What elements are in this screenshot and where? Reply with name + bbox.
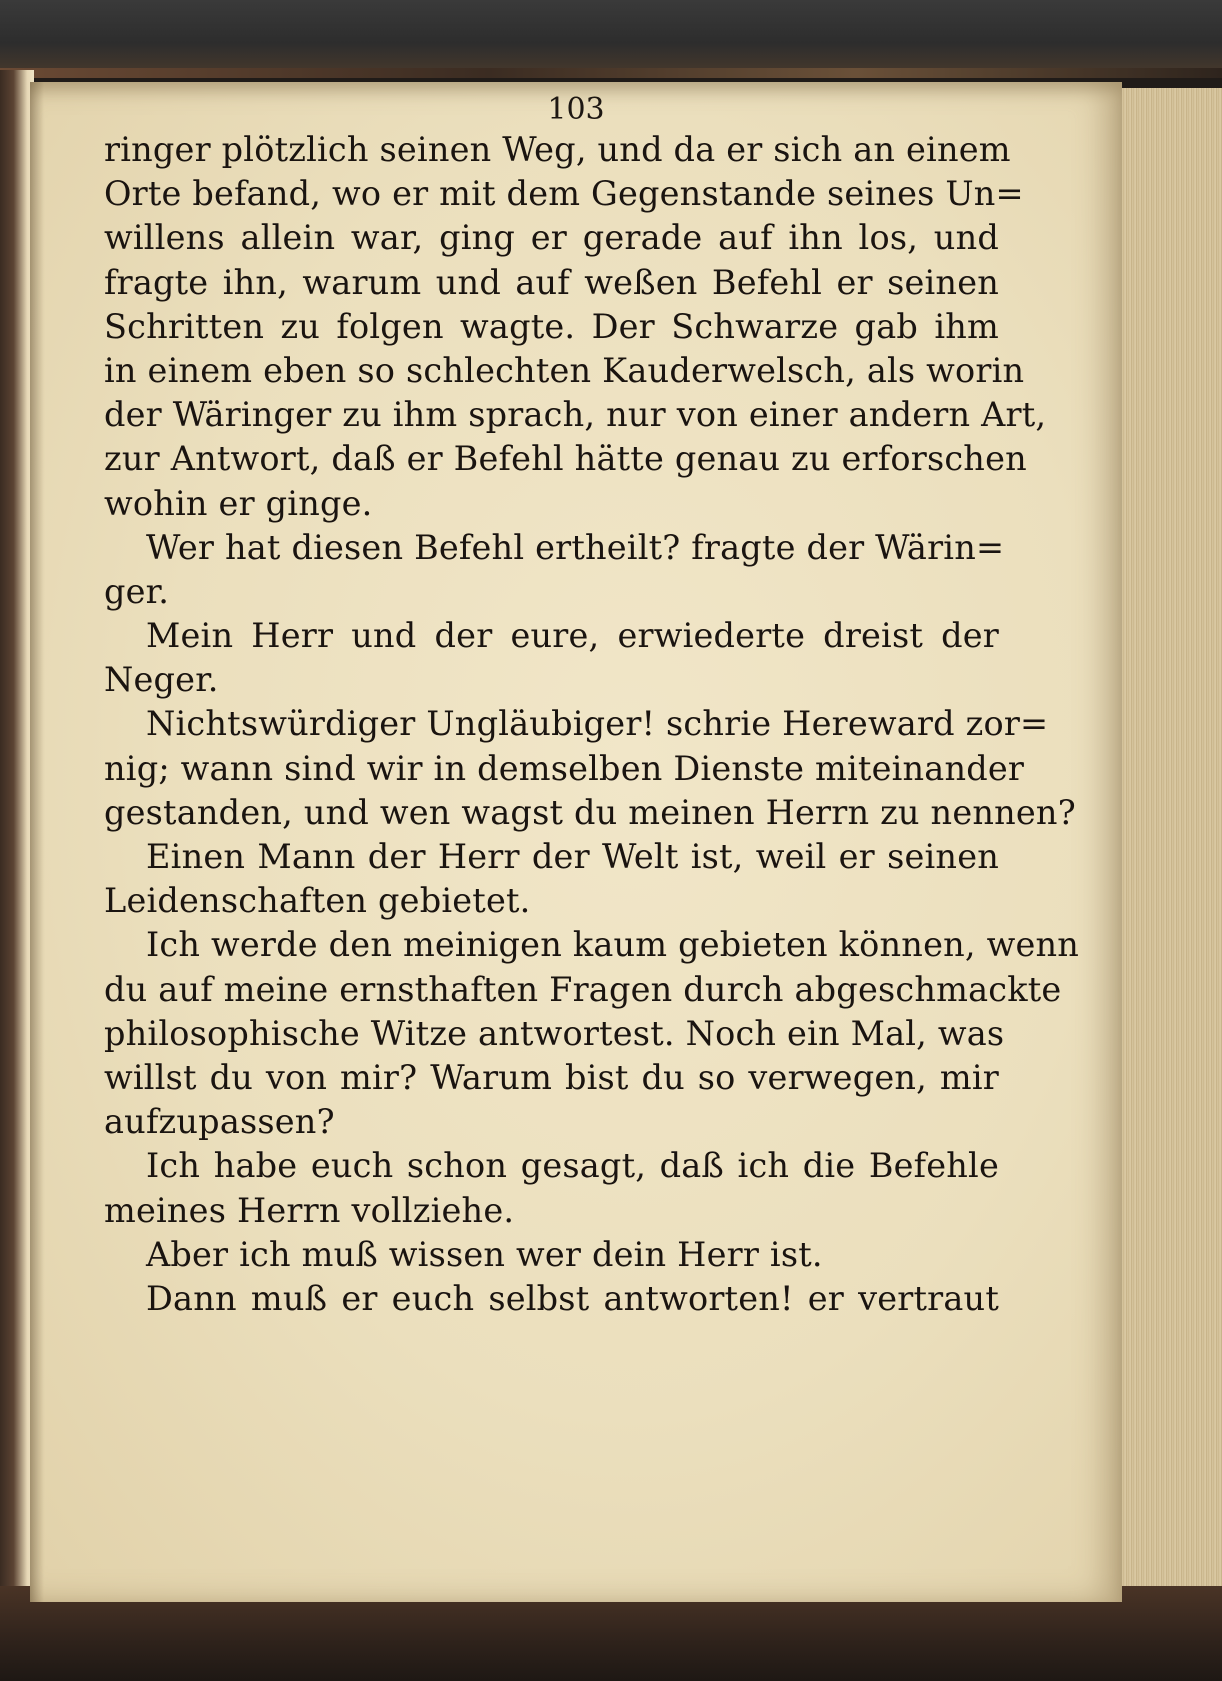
text-line: fragte ihn, warum und auf weßen Befehl er seinen: [104, 262, 999, 302]
text-line: gestanden, und wen wagst du meinen Herrn zu nennen?: [104, 792, 1076, 832]
text-line: du auf meine ernsthaften Fragen durch abgeschmackte: [104, 969, 1062, 1009]
page-gutter-shadow: [30, 82, 44, 1602]
text-line: aufzupassen?: [104, 1102, 335, 1142]
book-binding-top: [0, 0, 1222, 78]
text-line: wohin er ginge.: [104, 483, 373, 523]
text-line: Aber ich muß wissen wer dein Herr ist.: [146, 1234, 823, 1274]
text-line: philosophische Witze antwortest. Noch ein Mal, was: [104, 1013, 1005, 1053]
page-number: 103: [547, 92, 605, 127]
text-line: Orte befand, wo er mit dem Gegenstande seines Un=: [104, 174, 1024, 214]
text-line: meines Herrn vollziehe.: [104, 1190, 515, 1230]
text-line: in einem eben so schlechten Kauderwelsch, als worin: [104, 350, 1025, 390]
text-line: nig; wann sind wir in demselben Dienste miteinander: [104, 748, 1025, 788]
text-line: Einen Mann der Herr der Welt ist, weil er seinen: [146, 837, 999, 876]
text-line: Ich werde den meinigen kaum gebieten können, wenn: [146, 925, 1080, 965]
text-line: Mein Herr und der eure, erwiederte dreist der: [146, 616, 999, 656]
text-line: Dann muß er euch selbst antworten! er vertraut: [146, 1278, 999, 1318]
page-text: [104, 128, 1080, 1321]
text-line: Ich habe euch schon gesagt, daß ich die Befehle: [146, 1146, 999, 1186]
text-line: ger.: [104, 571, 170, 611]
text-line: Leidenschaften gebietet.: [104, 881, 531, 921]
text-line: Nichtswürdiger Ungläubiger! schrie Hereward zor=: [146, 704, 1049, 744]
text-line: Neger.: [104, 660, 219, 700]
book-cover-left: [0, 70, 34, 1630]
page-edges: [1120, 88, 1222, 1608]
text-line: zur Antwort, daß er Befehl hätte genau zu erforschen: [104, 439, 1027, 479]
text-line: ringer plötzlich seinen Weg, und da er sich an einem: [104, 130, 1011, 169]
text-line: Schritten zu folgen wagte. Der Schwarze gab ihm: [104, 306, 999, 346]
text-line: willst du von mir? Warum bist du so verwegen, mir: [104, 1057, 999, 1097]
text-line: Wer hat diesen Befehl ertheilt? fragte der Wärin=: [146, 527, 1005, 567]
text-line: willens allein war, ging er gerade auf ihn los, und: [104, 218, 999, 258]
text-line: der Wäringer zu ihm sprach, nur von einer andern Art,: [104, 395, 1047, 435]
